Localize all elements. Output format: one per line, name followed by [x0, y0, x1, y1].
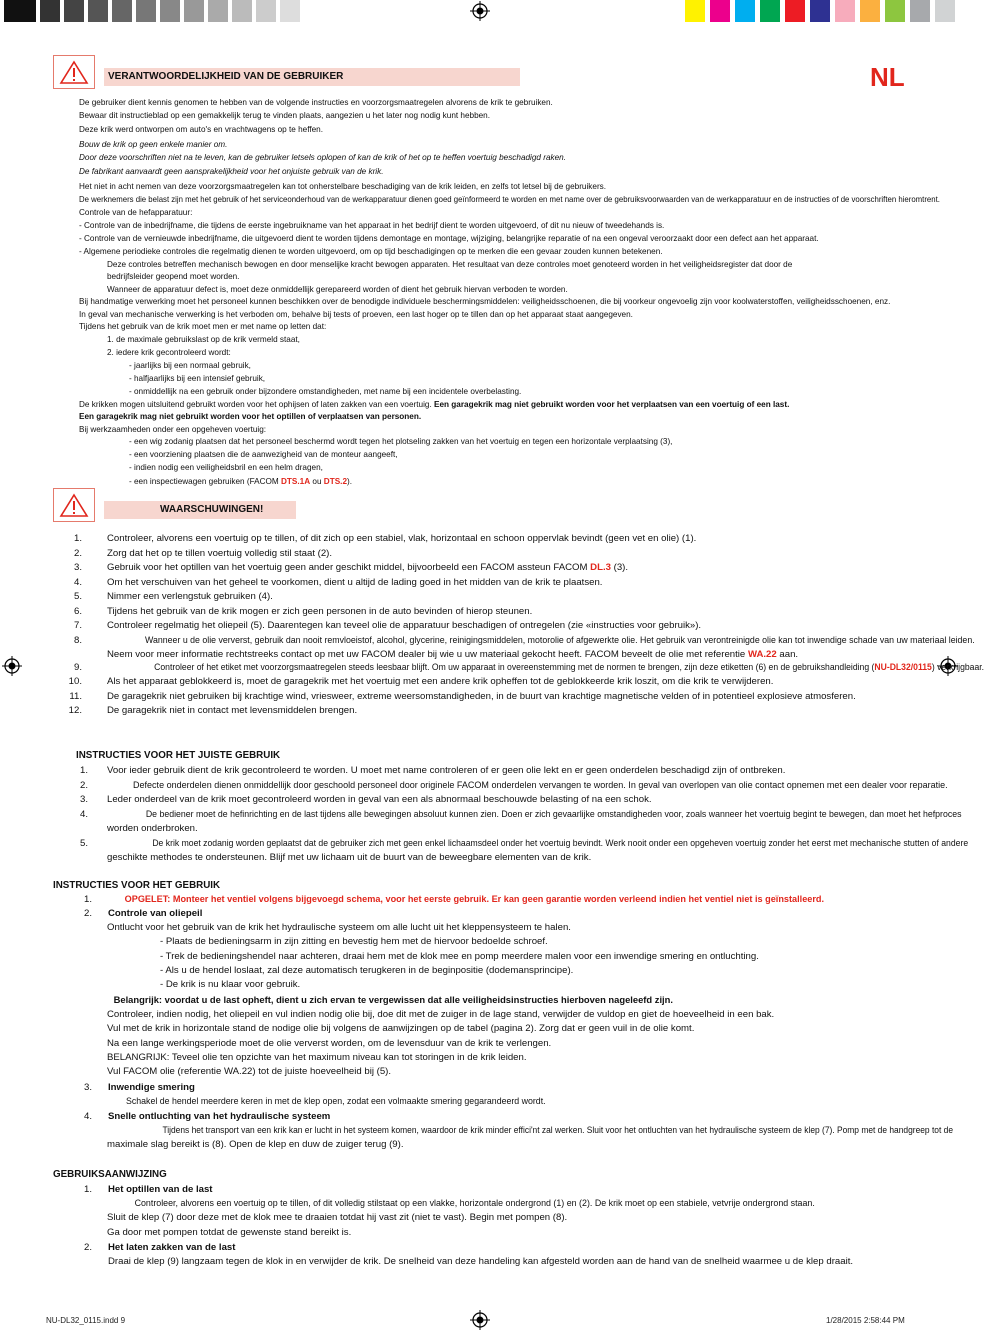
list-item: De krik moet zodanig worden geplaatst dat de gebruiker zich met geen enkel lichaamsdeel onder het voertuig bevindt. Werk nooit onder een opgeheven voertuig zonder het eerst met mechanische stutten of andere [152, 837, 969, 849]
text-segment: (3). [610, 562, 629, 573]
list-number: 5. [79, 837, 88, 849]
subsection-title: Het laten zakken van de last [108, 1242, 236, 1253]
text-line [79, 246, 663, 259]
list-item: worden onderbroken. [107, 823, 198, 834]
list-number: 3. [79, 794, 88, 805]
text-segment: - jaarlijks bij een normaal gebruik, [129, 361, 251, 370]
text-line: - Trek de bedieningshendel naar achteren, draai hem met de klok mee en pomp meerdere malen voor een inwendige smering en ontluchting. [160, 950, 759, 962]
bold-text: Een garagekrik mag niet gebruikt worden voor het verplaatsen van een voertuig of een last. [434, 400, 790, 409]
list-number: 3. [83, 1082, 92, 1093]
text-line [107, 271, 239, 284]
text-line: - Als u de hendel loslaat, zal deze automatisch terugkeren in de beginpositie (dodemansprincipe). [160, 964, 574, 976]
list-item: Leder onderdeel van de krik moet gecontroleerd worden in geval van een als abnormaal beschouwde belasting of na een schok. [107, 794, 652, 805]
text-line [79, 166, 384, 179]
text-segment: In geval van mechanische verwerking is het verboden om, behalve bij tests of proeven, een last hoger op te tillen dan op het apparaat staat aangegeven. [79, 310, 633, 319]
text-line [107, 334, 300, 347]
registration-mark-icon [470, 1, 490, 21]
list-number: 2. [83, 1242, 92, 1253]
list-number: 3. [73, 562, 82, 573]
text-line [79, 139, 227, 152]
text-segment: Controleer, alvorens een voertuig op te tillen, of dit zich op een stabiel, vlak, horizontaal en schoon oppervlak bevindt (geen vet en olie) (1). [107, 533, 697, 544]
text-segment: - Controle van de vernieuwde inbedrijfname, die uitgevoerd dient te worden tijdens demontage en montage, wijziging, belangrijke reparatie of na een ongeval veroorzaakt door een defect aan het apparaat. [79, 234, 819, 243]
text-segment: Bewaar dit instructieblad op een gemakkelijk terug te vinden plaats, aangezien u het later nog nodig kunt hebben. [79, 111, 491, 120]
text-line: - Plaats de bedieningsarm in zijn zitting en bevestig hem met de hiervoor bedoelde schroef. [160, 936, 548, 948]
footer-date: 1/28/2015 2:58:44 PM [826, 1316, 905, 1325]
text-line [79, 399, 789, 412]
list-item [107, 605, 532, 620]
text-line [79, 309, 633, 322]
section-title-correct-use: INSTRUCTIES VOOR HET JUISTE GEBRUIK [76, 750, 281, 761]
text-line: Controleer, indien nodig, het oliepeil en vul indien nodig olie bij, doe dit met de zuiger in de lage stand, verwijder de vuldop en giet de hoeveelheid in een bak. [107, 1009, 775, 1020]
footer-file: NU-DL32_0115.indd 9 [46, 1316, 126, 1325]
text-line: - De krik is nu klaar voor gebruik. [160, 979, 301, 991]
red-reference: WA.22 [747, 649, 777, 660]
text-segment: Bouw de krik op geen enkele manier om. [79, 140, 228, 149]
text-line: Draai de klep (9) langzaam tegen de klok in en verwijder de krik. De snelheid van deze handeling kan afgesteld worden aan de hand van de snelheid waarmee u de klep draait. [108, 1256, 854, 1267]
text-segment: Deze krik werd ontworpen om auto's en vrachtwagens op te heffen. [79, 125, 323, 134]
text-line [129, 360, 251, 373]
warning-triangle-icon [53, 488, 95, 522]
list-number: 2. [79, 779, 88, 791]
text-line [129, 386, 521, 399]
text-segment: Wanneer u de olie ververst, gebruik dan nooit remvloeistof, alcohol, glycerine, reinigingsmiddelen, motorolie of afgewerkte olie. Het gebruik van verontreinigde olie kan tot inwendige schade van uw materiaal leiden. [145, 634, 975, 646]
text-segment: Tijdens het gebruik van de krik mogen er zich geen personen in de auto bevinden of hierop steunen. [107, 605, 533, 617]
text-segment: De krikken mogen uitsluitend gebruikt worden voor het ophijsen of laten zakken van een voertuig. [79, 400, 432, 409]
text-line: maximale slag bereikt is (8). Open de klep en duw de zuiger terug (9). [107, 1139, 404, 1151]
text-segment: - een voorziening plaatsen die de aanwezigheid van de monteur aangeeft, [129, 450, 398, 459]
text-segment: De garagekrik niet in contact met levensmiddelen brengen. [107, 705, 358, 716]
text-line: BELANGRIJK: Teveel olie ten opzichte van het maximum niveau kan tot storingen in de krik leiden. [107, 1051, 527, 1063]
registration-mark-icon [2, 656, 22, 676]
red-warning: OPGELET: Monteer het ventiel volgens bijgevoegd schema, voor het eerste gebruik. Er kan geen garantie worden verleend indien het ventiel niet is geïnstalleerd. [124, 894, 825, 905]
list-item [145, 634, 975, 649]
subsection-title: Controle van oliepeil [108, 908, 203, 919]
subsection-title: Snelle ontluchting van het hydraulische systeem [108, 1111, 331, 1122]
list-number: 7. [73, 620, 82, 631]
text-segment: Nimmer een verlengstuk gebruiken (4). [107, 591, 273, 602]
text-segment: - indien nodig een veiligheidsbril en een helm dragen, [129, 463, 323, 472]
text-line [79, 424, 266, 437]
text-segment: 1. de maximale gebruikslast op de krik vermeld staat, [107, 335, 300, 344]
text-segment: Controleer regelmatig het oliepeil (5). Daarentegen kan teveel olie de apparatuur beschadigen of ontregelen (zie «instructies voor gebruik»). [107, 620, 702, 631]
list-number: 1. [79, 765, 88, 776]
text-line [79, 124, 323, 137]
text-segment: ou [310, 477, 324, 486]
text-line: Vul met de krik in horizontale stand de nodige olie bij volgens de aanwijzingen op de tabel (pagina 2). Zorg dat er geen vuil in de olie komt. [107, 1023, 695, 1035]
registration-mark-icon [470, 1310, 490, 1330]
list-number: 4. [73, 576, 82, 588]
text-segment: Om het verschuiven van het geheel te voorkomen, dient u altijd de lading goed in het midden van de krik te plaatsen. [107, 576, 603, 588]
text-segment: - een inspectiewagen gebruiken (FACOM [129, 477, 281, 486]
text-line: Ontlucht voor het gebruik van de krik het hydraulische systeem om alle lucht uit het kleppensysteem te halen. [107, 922, 571, 933]
red-reference: NU-DL32/0115 [874, 661, 932, 673]
text-segment: Een garagekrik mag niet gebruikt worden voor het optillen of verplaatsen van personen. [79, 412, 422, 421]
text-line [79, 194, 940, 207]
list-item [107, 619, 701, 634]
list-number: 1. [73, 533, 82, 544]
text-line [107, 284, 568, 297]
text-segment: Deze controles betreffen mechanisch bewogen en door menselijke kracht bewogen apparaten. Het resultaat van deze controles moet genoteerd worden in het veiligheidsregister dat door de [107, 260, 793, 269]
text-line: Controleer, alvorens een voertuig op te tillen, of dit volledig stilstaat op een vlakke, horizontale ondergrond (1) en (2). De krik moet op een stabiele, vetvrije ondergrond staan. [134, 1198, 815, 1209]
text-segment: Door deze voorschriften niet na te leven, kan de gebruiker letsels oplopen of kan de krik of het op te heffen voertuig beschadigd raken. [79, 153, 567, 162]
text-segment: De werknemers die belast zijn met het gebruik of het serviceonderhoud van de werkapparatuur dienen goed geïnformeerd te worden en met name over de gebruiksvoorwaarden van de werkapparatuur en de instructies of de voorschriften hieromtrent. [79, 195, 940, 204]
text-line [79, 220, 664, 233]
text-segment: ). [347, 477, 353, 486]
list-number: 11. [69, 690, 82, 702]
text-line [129, 462, 323, 475]
list-item [125, 893, 824, 908]
text-segment: De gebruiker dient kennis genomen te hebben van de volgende instructies en voorzorgsmaatregelen alvorens de krik te gebruiken. [79, 98, 553, 107]
list-number: 4. [83, 1111, 92, 1122]
text-segment: Gebruik voor het optillen van het voertuig geen ander geschikt middel, bijvoorbeeld een FACOM assteun FACOM [107, 562, 591, 573]
list-item [107, 547, 332, 562]
text-segment: Neem voor meer informatie rechtstreeks contact op met uw FACOM dealer bij wie u uw materiaal gekocht heeft. FACOM beveelt de olie met referentie [107, 649, 748, 660]
language-code: NL [870, 62, 905, 92]
text-line: Tijdens het transport van een krik kan er lucht in het systeem komen, waardoor de krik minder effici'nt zal werken. Sluit voor het ontluchten van het hydraulische systeem de klep (7). Pomp met de handgreep tot de [162, 1125, 954, 1136]
text-line: Schakel de hendel meerdere keren in met de klep open, zodat een volmaakte smering gegarandeerd wordt. [125, 1096, 546, 1107]
text-line [129, 436, 672, 449]
text-line [79, 207, 192, 220]
list-number: 9. [73, 661, 82, 673]
text-segment: - Controle van de inbedrijfname, die tijdens de eerste ingebruikname van het apparaat in het bedrijf dient te worden uitgevoerd, of dit nu nieuw of tweedehands is. [79, 221, 665, 230]
list-number: 1. [83, 894, 92, 905]
text-line [79, 233, 819, 246]
text-segment: ) verkrijgbaar. [931, 661, 984, 673]
text-line: Vul FACOM olie (referentie WA.22) tot de juiste hoeveelheid bij (5). [107, 1066, 392, 1078]
text-line [79, 296, 890, 309]
text-line: Na een lange werkingsperiode moet de olie ververst worden, om de levensduur van de krik te verlengen. [107, 1037, 552, 1049]
text-line [79, 110, 490, 123]
red-reference: DTS.1A [281, 477, 311, 486]
text-segment: aan. [776, 649, 799, 660]
list-number: 8. [73, 634, 82, 646]
text-segment: Het niet in acht nemen van deze voorzorgsmaatregelen kan tot onherstelbare beschadiging van de krik leiden, en zelfs tot letsel bij de gebruikers. [79, 182, 607, 191]
text-segment: - onmiddellijk na een gebruik onder bijzondere omstandigheden, met name bij een incidentele overbelasting. [129, 387, 522, 396]
text-line: Ga door met pompen totdat de gewenste stand bereikt is. [107, 1226, 352, 1238]
section-title-warnings: WAARSCHUWINGEN! [160, 504, 264, 515]
list-number: 12. [68, 705, 82, 716]
text-segment: Controleer of het etiket met voorzorgsmaatregelen steeds leesbaar blijft. Om uw apparaat in overeenstemming met de normen te brengen, zijn deze etiketten (6) en de gebruikshandleiding ( [154, 661, 875, 673]
list-number: 5. [73, 591, 82, 602]
text-segment: - Algemene periodieke controles die regelmatig dienen te worden uitgevoerd, om op tijd beschadigingen op te merken die een gevaar zouden kunnen betekenen. [79, 247, 663, 256]
list-item [154, 661, 984, 676]
text-line [129, 373, 265, 386]
text-segment: - een wig zodanig plaatsen dat het personeel beschermd wordt tegen het plotseling zakken van het voertuig en tegen een horizontale verplaatsing (3), [129, 437, 673, 446]
section-title-manual: GEBRUIKSAANWIJZING [53, 1169, 167, 1180]
warning-triangle-icon [53, 55, 95, 89]
section-bar [104, 68, 520, 86]
text-line [79, 411, 421, 424]
text-segment: Tijdens het gebruik van de krik moet men er met name op letten dat: [79, 322, 327, 331]
text-segment: Als het apparaat geblokkeerd is, moet de garagekrik met het voertuig met een andere krik opheffen tot de geblokkeerde krik loszit, om die krik te verwijderen. [107, 676, 774, 687]
red-reference: DL.3 [590, 562, 611, 573]
section-title-responsibility: VERANTWOORDELIJKHEID VAN DE GEBRUIKER [108, 71, 344, 82]
text-segment: De garagekrik niet gebruiken bij krachtige wind, vriesweer, extreme weersomstandigheden, in de buurt van krachtige magnetische velden of in potentieel explosieve atmosferen. [107, 690, 856, 702]
list-item: Voor ieder gebruik dient de krik gecontroleerd te worden. U moet met name controleren of er geen olie lekt en er geen onderdelen beschadigd zijn of ontbreken. [107, 765, 786, 776]
red-reference: DTS.2 [323, 477, 348, 486]
subsection-title: Inwendige smering [108, 1082, 195, 1093]
list-number: 1. [83, 1184, 92, 1195]
list-number: 4. [79, 808, 88, 820]
list-number: 2. [83, 908, 92, 919]
text-segment: bedrijfsleider geopend moet worden. [107, 272, 240, 281]
list-number: 10. [68, 676, 82, 687]
text-segment: Bij werkzaamheden onder een opgeheven voertuig: [79, 425, 267, 434]
list-item [107, 576, 602, 591]
text-line [107, 347, 231, 360]
text-line [79, 181, 606, 194]
text-line [107, 259, 792, 272]
text-segment: De fabrikant aanvaardt geen aansprakelijkheid voor het onjuiste gebruik van de krik. [79, 167, 384, 176]
section-title-use: INSTRUCTIES VOOR HET GEBRUIK [53, 880, 221, 891]
text-segment: Zorg dat het op te tillen voertuig volledig stil staat (2). [107, 547, 333, 559]
list-item [107, 704, 357, 719]
list-item [107, 561, 628, 576]
text-line [79, 97, 553, 110]
section-bar [104, 501, 296, 519]
text-segment: 2. iedere krik gecontroleerd wordt: [107, 348, 231, 357]
text-segment: Wanneer de apparatuur defect is, moet deze onmiddellijk gerepareerd worden of dient het gebruik hiervan verboden te worden. [107, 285, 568, 294]
list-number: 6. [73, 605, 82, 617]
list-item [107, 532, 696, 547]
important-text: Belangrijk: voordat u de last opheft, dient u zich ervan te vergewissen dat alle veiligheidsinstructies hierboven nageleefd zijn. [113, 995, 673, 1006]
list-item [107, 675, 773, 690]
text-line [129, 449, 398, 462]
text-line [79, 321, 326, 334]
text-segment: Bij handmatige verwerking moet het personeel kunnen beschikken over de benodigde individuele beschermingsmiddelen: veiligheidsschoenen, die bij voorkeur ongevoelig zijn voor koolwaterstoffen, veiligheidsschoenen, enz. [79, 297, 891, 306]
text-segment: Controle van de hefapparatuur: [79, 208, 193, 217]
text-line [129, 476, 352, 489]
text-segment: - halfjaarlijks bij een intensief gebruik, [129, 374, 266, 383]
list-item [107, 690, 856, 705]
list-item: geschikte methodes te ondersteunen. Blijf met uw lichaam uit de buurt van de beweegbare elementen van de krik. [107, 852, 592, 863]
list-item [107, 590, 273, 605]
text-line [79, 152, 566, 165]
subsection-title: Het optillen van de last [108, 1184, 213, 1195]
list-item: De bediener moet de hefinrichting en de last tijdens alle bewegingen absoluut kunnen zien. Doen er zich gevaarlijke omstandigheden voor, zoals wanneer het voertuig begint te bewegen, dan moet het hefproces [145, 808, 962, 820]
list-item: Defecte onderdelen dienen onmiddellijk door geschoold personeel door originele FACOM onderdelen vervangen te worden. In geval van overlopen van olie contact opnemen met een dealer voor reparatie. [132, 779, 948, 791]
text-line: Sluit de klep (7) door deze met de klok mee te draaien totdat hij vast zit (niet te vast). Begin met pompen (8). [107, 1212, 568, 1224]
list-number: 2. [73, 547, 82, 559]
